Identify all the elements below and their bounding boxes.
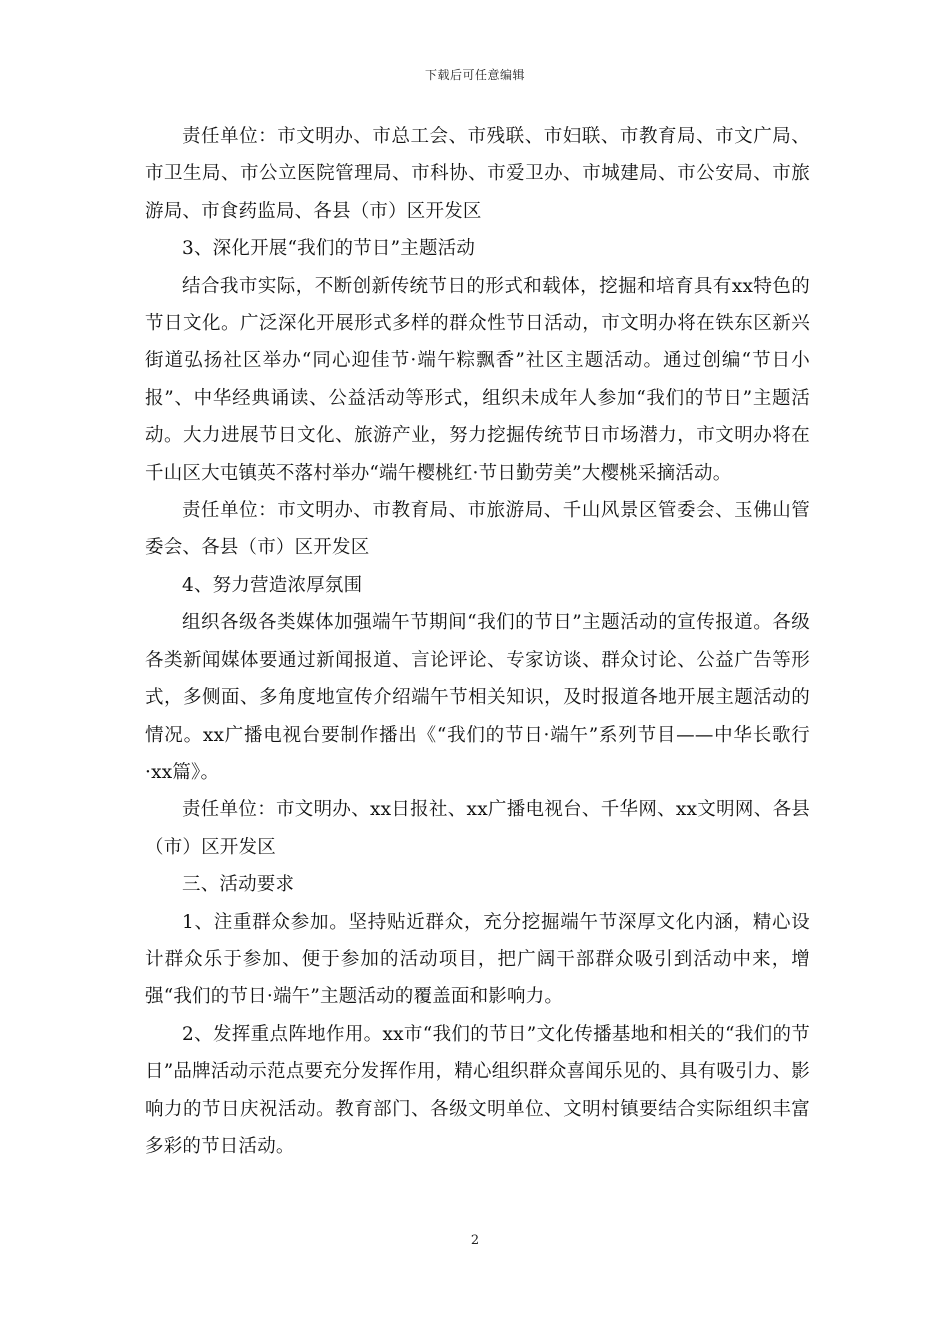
paragraph-requirement-1: 1、注重群众参加。坚持贴近群众，充分挖掘端午节深厚文化内涵，精心设计群众乐于参加、便于参加的活动项目，把广阔干部群众吸引到活动中来，增强“我们的节日·端午”主题活动的覆盖面和影响力。 — [145, 911, 810, 1008]
paragraph-festival-activities: 结合我市实际，不断创新传统节日的形式和载体，挖掘和培育具有xx特色的节日文化。广泛深化开展形式多样的群众性节日活动，市文明办将在铁东区新兴街道弘扬社区举办“同心迎佳节·端午粽飘香”社区主题活动。通过创编“节日小报”、中华经典诵读、公益活动等形式，组织未成年人参加“我们的节日”主题活动。大力进展节日文化、旅游产业，努力挖掘传统节日市场潜力，市文明办将在千山区大屯镇英不落村举办“端午樱桃红·节日勤劳美”大樱桃采摘活动。 — [145, 275, 810, 484]
paragraph-responsible-units-1: 责任单位：市文明办、市总工会、市残联、市妇联、市教育局、市文广局、市卫生局、市公立医院管理局、市科协、市爱卫办、市城建局、市公安局、市旅游局、市食药监局、各县（市）区开发区 — [145, 126, 810, 222]
paragraph-section-heading-requirements: 三、活动要求 — [182, 874, 295, 896]
paragraph-responsible-units-3: 责任单位：市文明办、xx日报社、xx广播电视台、千华网、xx文明网、各县（市）区开发区 — [145, 799, 810, 858]
paragraph-heading-4: 4、努力营造浓厚氛围 — [182, 574, 363, 596]
paragraph-requirement-2: 2、发挥重点阵地作用。xx市“我们的节日”文化传播基地和相关的“我们的节日”品牌活动示范点要充分发挥作用，精心组织群众喜闻乐见的、具有吸引力、影响力的节日庆祝活动。教育部门、各级文明单位、文明村镇要结合实际组织丰富多彩的节日活动。 — [145, 1023, 810, 1157]
paragraph-responsible-units-2: 责任单位：市文明办、市教育局、市旅游局、千山风景区管委会、玉佛山管委会、各县（市）区开发区 — [145, 500, 810, 559]
paragraph-heading-3: 3、深化开展“我们的节日”主题活动 — [182, 238, 476, 260]
document-body — [145, 118, 810, 1165]
paragraph-media-coverage: 组织各级各类媒体加强端午节期间“我们的节日”主题活动的宣传报道。各级各类新闻媒体要通过新闻报道、言论评论、专家访谈、群众讨论、公益广告等形式，多侧面、多角度地宣传介绍端午节相关知识，及时报道各地开展主题活动的情况。xx广播电视台要制作播出《“我们的节日·端午”系列节目——中华长歌行·xx篇》。 — [145, 612, 810, 783]
page-number: 2 — [470, 1233, 480, 1248]
page-header-note: 下载后可任意编辑 — [424, 68, 525, 82]
